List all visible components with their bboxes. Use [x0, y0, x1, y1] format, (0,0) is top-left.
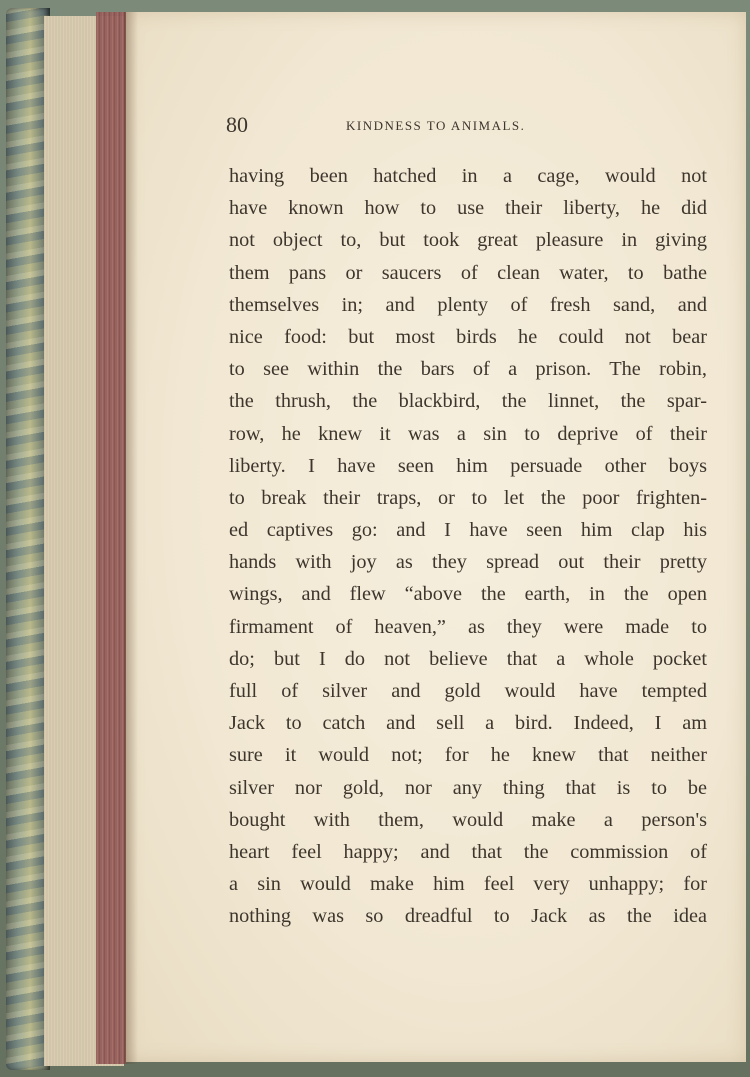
gutter-shadow — [124, 12, 138, 1064]
text-line: a sin would make him feel very unhappy; for — [229, 873, 707, 896]
running-head: KINDNESS TO ANIMALS. — [346, 118, 526, 133]
text-line: liberty. I have seen him persuade other boys — [229, 454, 707, 477]
text-line: firmament of heaven,” as they were made to — [229, 615, 707, 638]
text-line: bought with them, would make a person's — [229, 808, 707, 831]
text-line: full of silver and gold would have tempted — [229, 680, 707, 702]
text-line: hands with joy as they spread out their pretty — [229, 551, 707, 574]
text-line: row, he knew it was a sin to deprive of their — [229, 422, 707, 445]
page-number: 80 — [226, 112, 248, 137]
red-page-edge — [96, 12, 126, 1064]
text-line: sure it would not; for he knew that neither — [229, 744, 707, 767]
text-line: have known how to use their liberty, he did — [229, 197, 707, 220]
text-line: silver nor gold, nor any thing that is to be — [229, 776, 707, 799]
text-line: themselves in; and plenty of fresh sand, and — [229, 293, 707, 316]
page-header — [226, 112, 706, 142]
text-line: ed captives go: and I have seen him clap his — [229, 519, 707, 542]
text-line: them pans or saucers of clean water, to bathe — [229, 261, 707, 284]
text-line: to break their traps, or to let the poor frighten- — [229, 486, 707, 509]
text-line: not object to, but took great pleasure in giving — [229, 229, 707, 252]
text-line: wings, and flew “above the earth, in the open — [229, 583, 707, 606]
body-text — [229, 160, 707, 933]
text-line: heart feel happy; and that the commission of — [229, 840, 707, 863]
text-line: having been hatched in a cage, would not — [229, 165, 707, 187]
text-line: Jack to catch and sell a bird. Indeed, I am — [229, 712, 707, 735]
text-line: do; but I do not believe that a whole pocket — [229, 647, 707, 670]
text-line: the thrush, the blackbird, the linnet, the spar- — [229, 390, 707, 413]
text-line: to see within the bars of a prison. The robin, — [229, 358, 707, 381]
text-line: nice food: but most birds he could not bear — [229, 325, 707, 348]
text-line: nothing was so dreadful to Jack as the idea — [229, 905, 707, 928]
book-page — [126, 12, 746, 1062]
